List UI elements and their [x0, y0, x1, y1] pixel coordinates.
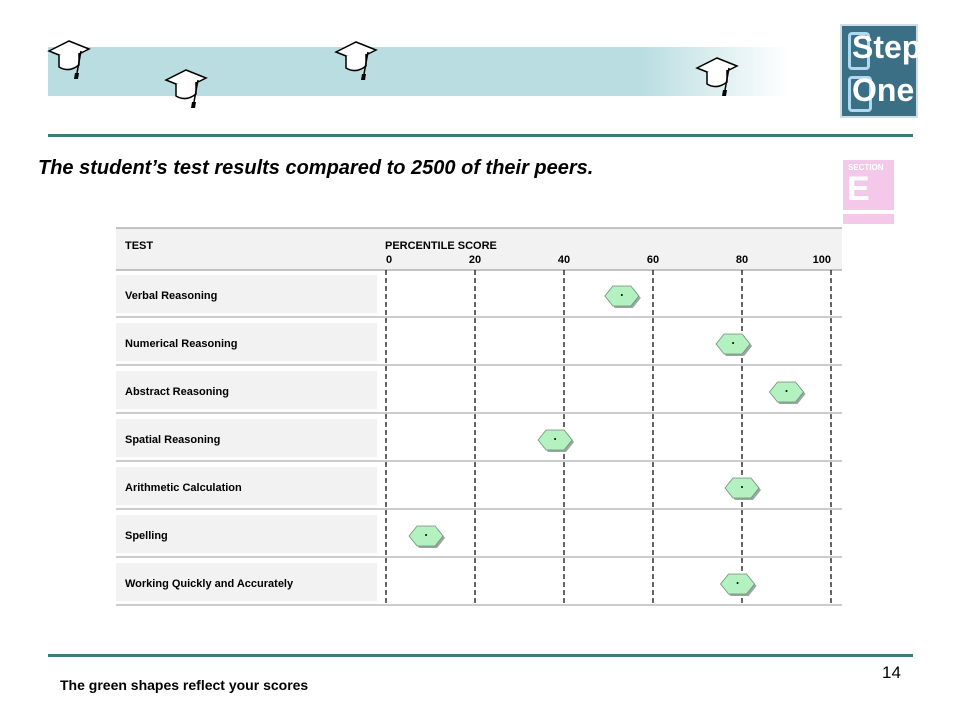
score-marker-dot: [621, 294, 623, 296]
logo-line2: One: [852, 72, 915, 108]
column-header-test: TEST: [125, 240, 154, 252]
row-label: Abstract Reasoning: [125, 386, 229, 398]
score-marker-dot: [737, 582, 739, 584]
row-label: Arithmetic Calculation: [125, 482, 242, 494]
score-marker-dot: [554, 438, 556, 440]
section-letter: E: [847, 170, 870, 208]
score-marker-dot: [732, 342, 734, 344]
row-label: Verbal Reasoning: [125, 290, 218, 302]
x-tick-label: 0: [386, 254, 393, 266]
row-label: Numerical Reasoning: [125, 338, 238, 350]
score-marker-dot: [741, 486, 743, 488]
footer-note: The green shapes reflect your scores: [60, 677, 309, 693]
column-header-score: PERCENTILE SCORE: [385, 240, 497, 252]
x-tick-label: 100: [812, 254, 831, 266]
page-number: 14: [882, 663, 901, 682]
x-tick-label: 40: [557, 254, 571, 266]
row-label: Spelling: [125, 530, 168, 542]
x-tick-label: 20: [468, 254, 482, 266]
score-marker-dot: [786, 390, 788, 392]
section-label: SECTION: [848, 163, 884, 172]
bottom-divider: [48, 654, 913, 657]
row-label: Spatial Reasoning: [125, 434, 221, 446]
x-tick-label: 60: [646, 254, 660, 266]
page-title: The student’s test results compared to 2500 of their peers.: [38, 157, 594, 179]
logo-line1: Step: [852, 29, 922, 65]
row-label: Working Quickly and Accurately: [125, 578, 294, 590]
score-marker-dot: [425, 534, 427, 536]
x-tick-label: 80: [735, 254, 749, 266]
